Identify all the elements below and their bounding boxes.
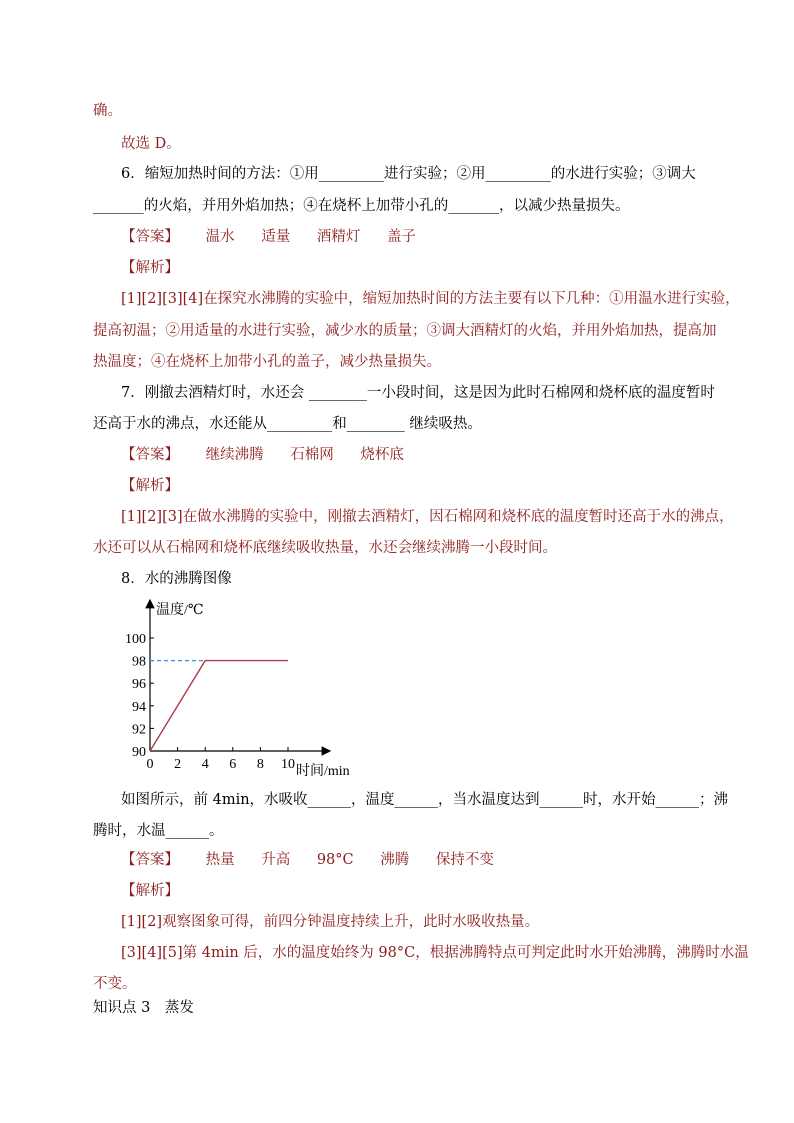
answer-label: 【答案】 bbox=[121, 852, 179, 868]
answer-item: 温水 bbox=[205, 229, 235, 245]
y-tick-label: 100 bbox=[125, 632, 146, 647]
answer-item: 升高 bbox=[261, 852, 291, 868]
answer-item: 适量 bbox=[261, 229, 291, 245]
y-axis-label: 温度/℃ bbox=[156, 603, 204, 618]
answer-item: 沸腾 bbox=[380, 852, 410, 868]
x-tick-label: 6 bbox=[229, 757, 237, 772]
series-line bbox=[150, 661, 288, 751]
analysis-label: 【解析】 bbox=[121, 883, 179, 899]
answer-item: 98°C bbox=[316, 852, 354, 868]
x-tick-label: 2 bbox=[174, 757, 182, 772]
x-tick-label: 4 bbox=[201, 757, 209, 772]
analysis-7-line-1: [1][2][3]在做水沸腾的实验中，刚撤去酒精灯，因石棉网和烧杯底的温度暂时还高于水的沸点， bbox=[121, 509, 734, 525]
question-6-line-1: 6．缩短加热时间的方法：①用_________进行实验；②用_________的水进行实验；③调大 bbox=[121, 166, 696, 182]
analysis-6-line-3: 热温度；④在烧杯上加带小孔的盖子，减少热量损失。 bbox=[93, 354, 441, 370]
analysis-label: 【解析】 bbox=[121, 478, 179, 494]
answer-6 bbox=[121, 227, 416, 247]
question-6-line-2: _______的火焰，并用外焰加热；④在烧杯上加带小孔的_______，以减少热量损失。 bbox=[93, 198, 630, 214]
boiling-chart bbox=[112, 596, 350, 781]
question-8-line-2: 腾时，水温______。 bbox=[93, 823, 224, 839]
section-heading: 知识点 3 蒸发 bbox=[93, 1000, 194, 1016]
y-tick-label: 96 bbox=[132, 677, 146, 693]
y-tick-label: 90 bbox=[132, 745, 146, 760]
answer-item: 石棉网 bbox=[290, 447, 334, 463]
text-line: 确。 bbox=[93, 103, 122, 119]
answer-item: 保持不变 bbox=[435, 852, 494, 868]
answer-item: 盖子 bbox=[386, 229, 416, 245]
y-tick-label: 92 bbox=[132, 722, 146, 738]
x-axis-label: 时间/min bbox=[296, 764, 350, 779]
question-7-line-2: 还高于水的沸点，水还能从_________和________ 继续吸热。 bbox=[93, 416, 482, 432]
analysis-8-line-2: [3][4][5]第 4min 后，水的温度始终为 98°C，根据沸腾特点可判定此时水开始沸腾，沸腾时水温 bbox=[121, 945, 749, 961]
analysis-6-line-1: [1][2][3][4]在探究水沸腾的实验中，缩短加热时间的方法主要有以下几种：①用温水进行实验， bbox=[121, 291, 740, 307]
analysis-8-line-3: 不变。 bbox=[93, 976, 137, 992]
x-tick-label: 10 bbox=[281, 757, 295, 772]
y-tick-label: 94 bbox=[132, 699, 146, 715]
answer-8 bbox=[121, 850, 494, 870]
x-tick-label: 0 bbox=[146, 757, 154, 772]
x-tick-label: 8 bbox=[256, 757, 264, 772]
answer-label: 【答案】 bbox=[121, 229, 179, 245]
answer-item: 烧杯底 bbox=[360, 447, 404, 463]
answer-label: 【答案】 bbox=[121, 447, 179, 463]
analysis-6-line-2: 提高初温；②用适量的水进行实验，减少水的质量；③调大酒精灯的火焰，并用外焰加热，提高加 bbox=[93, 323, 717, 339]
answer-item: 继续沸腾 bbox=[205, 447, 264, 463]
analysis-label: 【解析】 bbox=[121, 260, 179, 276]
answer-item: 热量 bbox=[205, 852, 235, 868]
analysis-8-line-1: [1][2]观察图象可得，前四分钟温度持续上升，此时水吸收热量。 bbox=[121, 914, 540, 930]
answer-item: 酒精灯 bbox=[316, 229, 361, 245]
analysis-7-line-2: 水还可以从石棉网和烧杯底继续吸收热量，水还会继续沸腾一小段时间。 bbox=[93, 540, 557, 556]
question-8-line-1: 如图所示，前 4min，水吸收______，温度______，当水温度达到______时，水开始______；沸 bbox=[121, 792, 729, 808]
question-7-line-1: 7．刚撤去酒精灯时，水还会 ________一小段时间，这是因为此时石棉网和烧杯底的温度暂时 bbox=[121, 385, 715, 401]
y-tick-label: 98 bbox=[132, 654, 146, 670]
question-8-title: 8．水的沸腾图像 bbox=[121, 571, 232, 587]
answer-7 bbox=[121, 445, 404, 465]
choice-answer: 故选 D。 bbox=[121, 136, 181, 152]
